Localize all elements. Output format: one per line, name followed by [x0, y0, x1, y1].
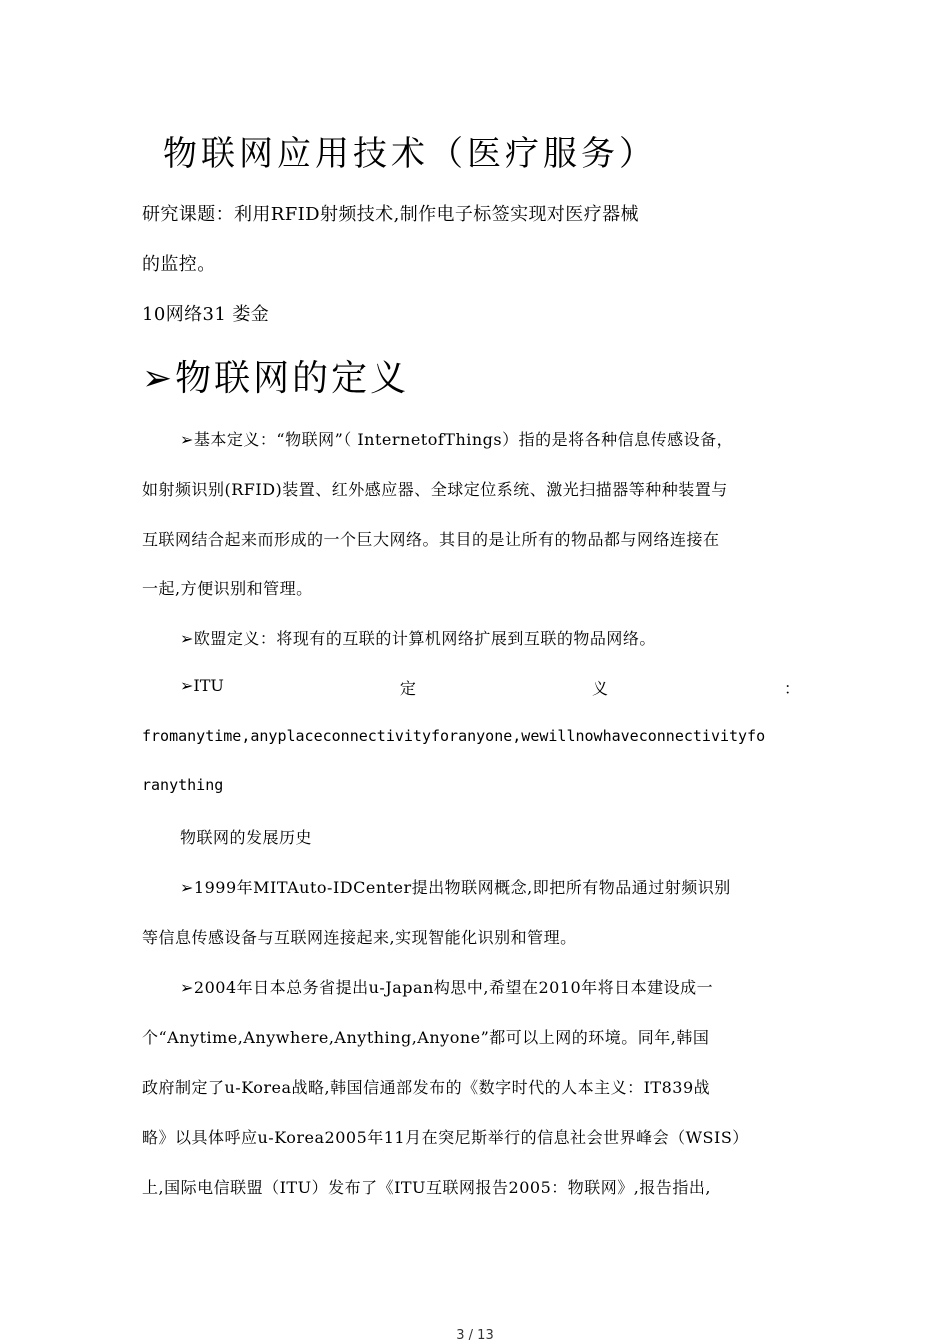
itu-ding: 定	[399, 679, 416, 698]
history-1999-text: 1999年MITAuto-IDCenter提出物联网概念,即把所有物品通过射频识别	[193, 878, 731, 897]
research-topic-line-2: 的监控。	[142, 254, 216, 275]
arrow-bullet-icon: ➢	[180, 629, 194, 648]
author-line: 10网络31 娄金	[142, 304, 270, 325]
history-1999-line-2: 等信息传感设备与互联网连接起来,实现智能化识别和管理。	[142, 928, 577, 947]
history-2004-line-4: 略》以具体呼应u-Korea2005年11月在突尼斯举行的信息社会世界峰会（WSIS）	[142, 1128, 749, 1147]
research-topic-line-1: 研究课题：利用RFID射频技术,制作电子标签实现对医疗器械	[142, 204, 639, 225]
itu-yi: 义	[591, 679, 608, 698]
arrow-bullet-icon: ➢	[180, 430, 194, 449]
section-heading	[142, 350, 409, 401]
section-heading-text: 物联网的定义	[175, 358, 410, 399]
history-2004-line-1	[180, 975, 713, 998]
itu-definition-line-1	[180, 676, 800, 699]
arrow-bullet-icon: ➢	[180, 878, 194, 897]
basic-definition-line-4: 一起,方便识别和管理。	[142, 579, 313, 598]
itu-definition-line-3: ranything	[142, 776, 224, 794]
arrow-bullet-icon: ➢	[180, 978, 194, 997]
history-2004-line-2: 个“Anytime,Anywhere,Anything,Anyone”都可以上网的环境。同年,韩国	[142, 1028, 710, 1047]
basic-definition-line-1	[180, 427, 733, 450]
basic-definition-line-3: 互联网结合起来而形成的一个巨大网络。其目的是让所有的物品都与网络连接在	[142, 530, 720, 549]
history-1999-line-1	[180, 875, 731, 898]
eu-definition-text: 欧盟定义：将现有的互联的计算机网络扩展到互联的物品网络。	[193, 629, 656, 648]
history-2004-line-3: 政府制定了u-Korea战略,韩国信通部发布的《数字时代的人本主义：IT839战	[142, 1078, 711, 1097]
history-heading: 物联网的发展历史	[180, 828, 313, 847]
basic-definition-text: 基本定义：“物联网”（ InternetofThings）指的是将各种信息传感设备，	[193, 430, 734, 449]
document-title: 物联网应用技术（医疗服务）	[163, 134, 657, 174]
itu-text: ITU	[193, 676, 224, 695]
itu-colon: ：	[783, 679, 800, 698]
arrow-bullet-icon: ➢	[180, 676, 194, 695]
basic-definition-line-2: 如射频识别(RFID)装置、红外感应器、全球定位系统、激光扫描器等种种装置与	[142, 480, 728, 499]
history-2004-line-5: 上,国际电信联盟（ITU）发布了《ITU互联网报告2005：物联网》,报告指出,	[142, 1178, 711, 1197]
itu-definition-line-2: fromanytime,anyplaceconnectivityforanyone,wewillnowhaveconnectivityfo	[142, 727, 766, 745]
history-2004-text: 2004年日本总务省提出u-Japan构思中,希望在2010年将日本建设成一	[193, 978, 714, 997]
arrow-bullet-icon: ➢	[142, 358, 176, 399]
eu-definition	[180, 626, 656, 649]
page-number: 3 / 13	[456, 1328, 494, 1343]
itu-label	[180, 676, 224, 699]
